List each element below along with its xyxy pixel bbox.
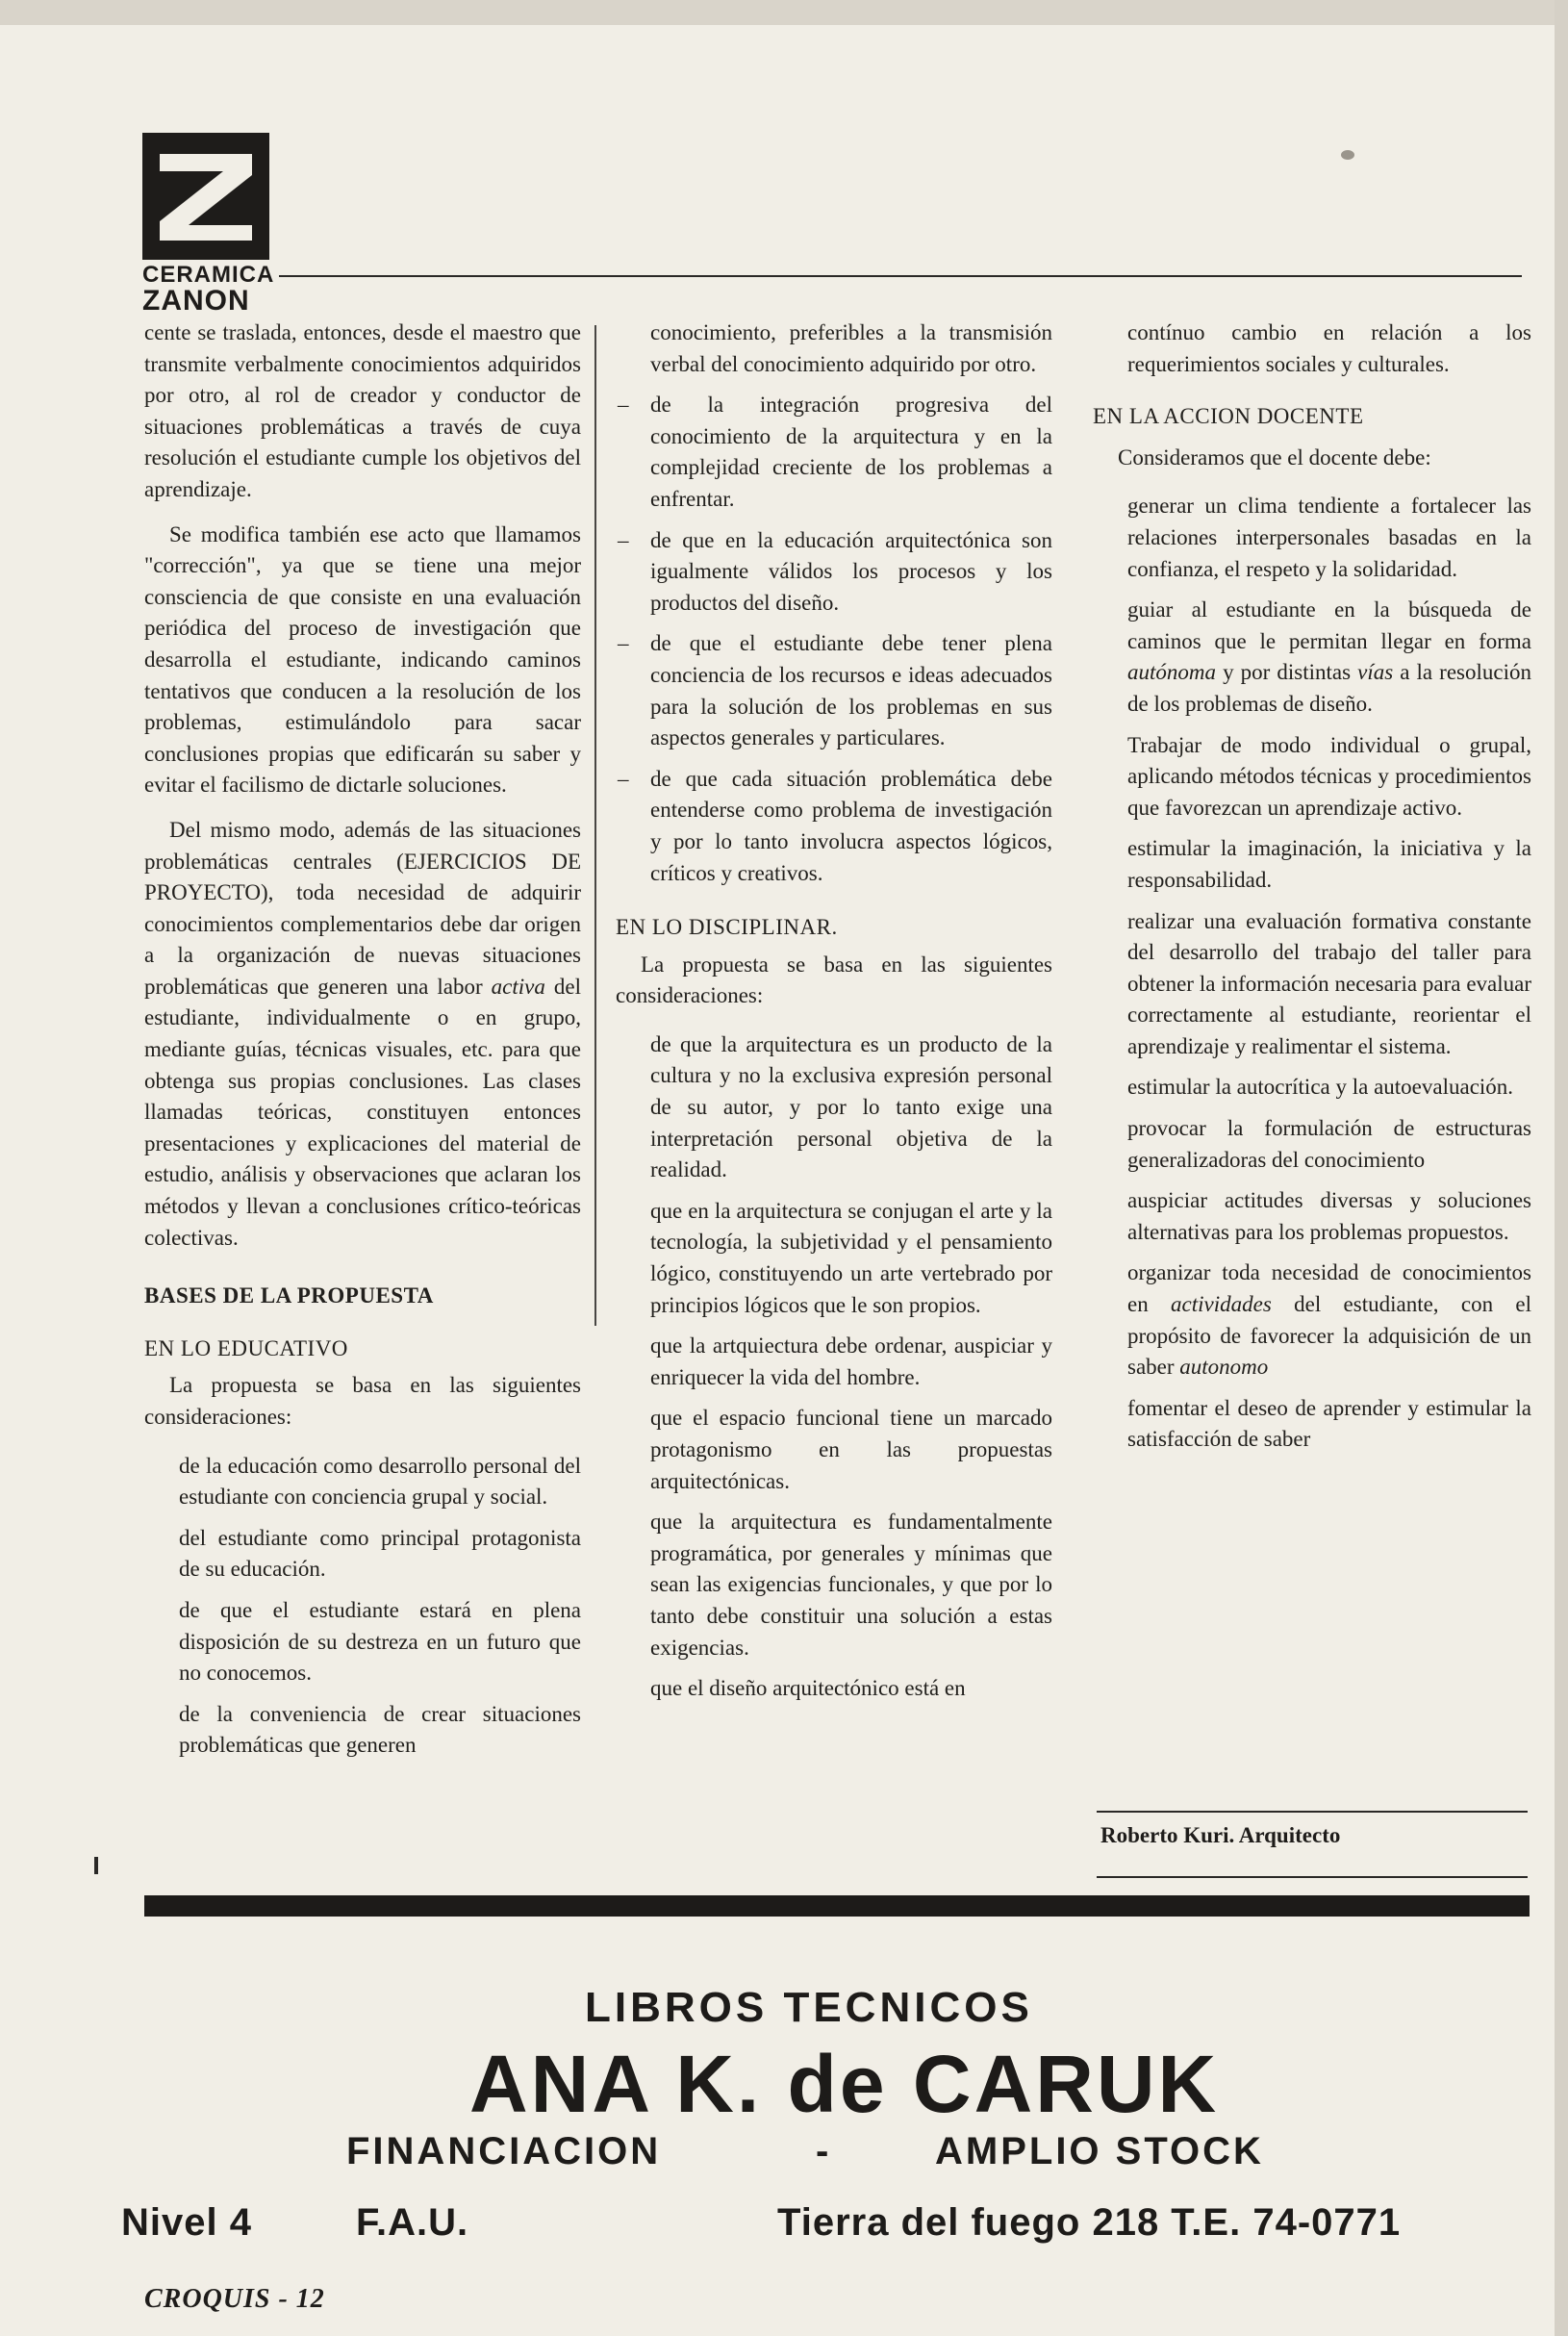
paragraph: cente se traslada, entonces, desde el maestro que transmite verbalmente conocimientos adquiridos por otro, al rol de creador y conductor de situaciones problemáticas a través de cuya resolución el estudiante cumple los objetivos del aprendizaje. <box>144 320 581 501</box>
list-item: guiar al estudiante en la búsqueda de caminos que le permitan llegar en forma autónoma y por distintas vías a la resolución de los problemas de diseño. <box>1127 597 1531 716</box>
article-column-1 <box>144 317 581 1771</box>
list-item: – de que en la educación arquitectónica son igualmente válidos los procesos y los productos del diseño. <box>616 525 1052 620</box>
paragraph: Se modifica también ese acto que llamamos "corrección", ya que se tiene una mejor consciencia de que consiste en una evaluación periódica del proceso de investigación que desarrolla el estudiante, indicando caminos tentativos que conducen a la resolución de los problemas, estimulándolo para sacar conclusiones propias que edificarán su saber y evitar el facilismo de dictarle soluciones. <box>144 521 581 798</box>
list-item: del estudiante como principal protagonista de su educación. <box>179 1525 581 1582</box>
page-top-edge <box>0 0 1568 25</box>
ad-address: Tierra del fuego 218 T.E. 74-0771 <box>777 2201 1402 2244</box>
list-item: estimular la autocrítica y la autoevaluación. <box>1127 1075 1514 1100</box>
logo-text-ceramica: CERAMICA <box>142 262 275 288</box>
lead-text: La propuesta se basa en las siguientes consideraciones: <box>144 1373 581 1429</box>
column-divider <box>594 325 596 1326</box>
section-heading: BASES DE LA PROPUESTA <box>144 1283 434 1308</box>
list-item: organizar toda necesidad de conocimientos en actividades del estudiante, con el propósito de favorecer la adquisición de un saber autonomo <box>1127 1260 1531 1380</box>
list-item: que el espacio funcional tiene un marcado protagonismo en las propuestas arquitectónicas. <box>650 1406 1052 1493</box>
list-item: de la conveniencia de crear situaciones problemáticas que generen <box>179 1701 581 1758</box>
section-subheading: EN LA ACCION DOCENTE <box>1093 404 1364 429</box>
page-right-edge <box>1555 0 1568 2336</box>
list-item: fomentar el deseo de aprender y estimular la satisfacción de saber <box>1127 1395 1531 1452</box>
list-item: – de que cada situación problemática debe entenderse como problema de investigación y por lo tanto involucra aspectos lógicos, críticos y creativos. <box>616 764 1052 889</box>
list-item: Trabajar de modo individual o grupal, aplicando métodos técnicas y procedimientos que favorezcan un aprendizaje activo. <box>1127 732 1531 820</box>
list-item: provocar la formulación de estructuras generalizadoras del conocimiento <box>1127 1116 1531 1172</box>
ad-business-name: ANA K. de CARUK <box>469 2039 1220 2129</box>
list-item: – de la integración progresiva del conocimiento de la arquitectura y en la complejidad creciente de los problemas a enfrentar. <box>616 390 1052 515</box>
ad-stock: AMPLIO STOCK <box>935 2130 1264 2172</box>
signature-rule-top <box>1097 1811 1528 1813</box>
zanon-z-icon <box>142 133 269 260</box>
list-item: – de que el estudiante debe tener plena conciencia de los recursos e ideas adecuados para la solución de los problemas en sus aspectos generales y particulares. <box>616 628 1052 753</box>
paper-speck <box>1341 150 1354 160</box>
section-subheading: EN LO DISCIPLINAR. <box>616 915 838 940</box>
list-item: realizar una evaluación formativa constante del desarrollo del trabajo del taller para obtener la información necesaria para evaluar correctamente al estudiante, reorientar el aprendizaje y realimentar el sistema. <box>1127 908 1531 1058</box>
ad-financing: FINANCIACION <box>346 2130 662 2172</box>
list-item: que en la arquitectura se conjugan el arte y la tecnología, la subjetividad y el pensamiento lógico, constituyendo un arte vertebrado por principios lógicos que le son propios. <box>650 1198 1052 1317</box>
paragraph: Del mismo modo, además de las situaciones problemáticas centrales (EJERCICIOS DE PROYECTO), toda necesidad de adquirir conocimientos complementarios debe dar origen a la organización de nuevas situaciones problemáticas que generen una labor activa del estudiante, individualmente o en grupo, mediante guías, técnicas visuales, etc. para que obtenga sus propias conclusiones. Las clases llamadas teóricas, constituyen entonces presentaciones y explicaciones del material de estudio, análisis y observaciones que aclaran los métodos y llevan a conclusiones crítico-teóricas colectivas. <box>144 817 581 1250</box>
paragraph: conocimiento, preferibles a la transmisión verbal del conocimiento adquirido por otro. <box>650 320 1052 376</box>
lead-text: Consideramos que el docente debe: <box>1118 444 1431 470</box>
list-item: que la artquiectura debe ordenar, auspiciar y enriquecer la vida del hombre. <box>650 1333 1052 1389</box>
list-item: de que la arquitectura es un producto de la cultura y no la exclusiva expresión personal de su autor, y por lo tanto exige una interpretación personal objetiva de la realidad. <box>650 1031 1052 1182</box>
article-column-3 <box>1093 317 1531 1465</box>
ad-top-bar <box>144 1895 1530 1917</box>
list-item: de que el estudiante estará en plena disposición de su destreza en un futuro que no conocemos. <box>179 1597 581 1686</box>
ad-separator: - <box>816 2130 829 2172</box>
paragraph: contínuo cambio en relación a los requerimientos sociales y culturales. <box>1127 320 1531 376</box>
article-column-2 <box>616 317 1052 1714</box>
page-footer: CROQUIS - 12 <box>144 2284 325 2314</box>
section-subheading: EN LO EDUCATIVO <box>144 1335 348 1360</box>
margin-mark <box>94 1857 98 1874</box>
list-item: que el diseño arquitectónico está en <box>650 1676 966 1701</box>
lead-text: La propuesta se basa en las siguientes consideraciones: <box>616 952 1052 1008</box>
ad-title: LIBROS TECNICOS <box>585 1984 1033 2031</box>
author-signature: Roberto Kuri. Arquitecto <box>1100 1823 1341 1847</box>
list-item: de la educación como desarrollo personal del estudiante con conciencia grupal y social. <box>179 1453 581 1510</box>
list-item: auspiciar actitudes diversas y soluciones alternativas para los problemas propuestos. <box>1127 1188 1531 1244</box>
header-rule <box>279 275 1522 277</box>
ad-level: Nivel 4 <box>121 2201 252 2244</box>
signature-rule-bottom <box>1097 1876 1528 1878</box>
ceramica-zanon-logo <box>142 133 275 317</box>
list-item: que la arquitectura es fundamentalmente programática, por generales y mínimas que sean las exigencias funcionales, y que por lo tanto debe constituir una solución a estas exigencias. <box>650 1510 1052 1660</box>
ad-faculty: F.A.U. <box>356 2201 469 2244</box>
list-item: generar un clima tendiente a fortalecer las relaciones interpersonales basadas en la confianza, el respeto y la solidaridad. <box>1127 494 1531 581</box>
logo-text-zanon: ZANON <box>142 285 250 317</box>
list-item: estimular la imaginación, la iniciativa y la responsabilidad. <box>1127 836 1531 892</box>
